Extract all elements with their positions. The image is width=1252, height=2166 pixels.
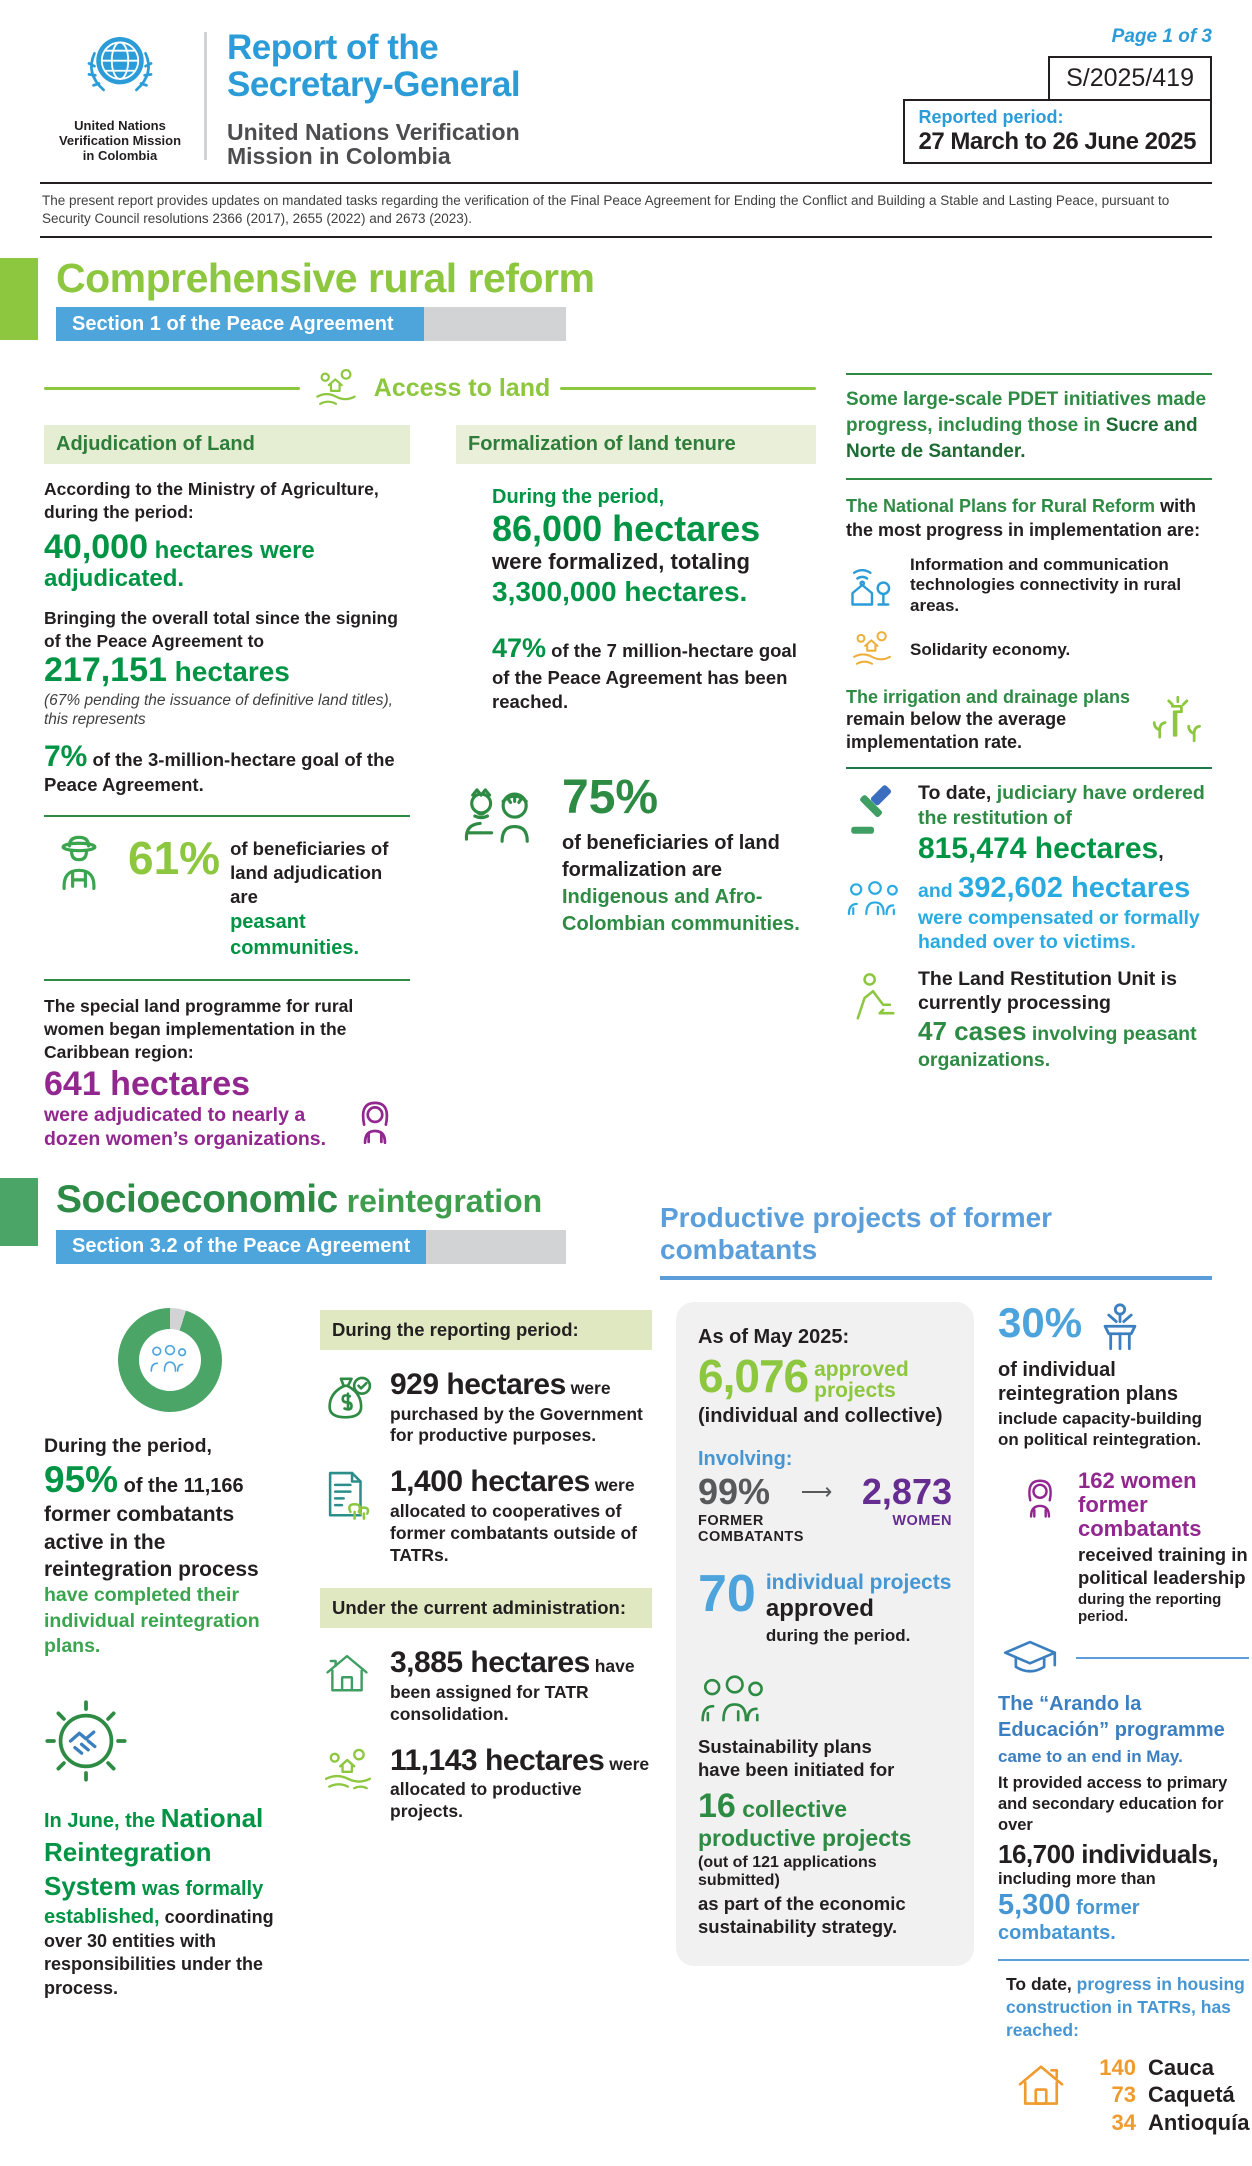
women-label: WOMEN	[892, 1513, 952, 1530]
house-icon	[320, 1644, 378, 1725]
header-divider	[204, 32, 207, 160]
house-orange-icon	[1012, 2054, 1072, 2137]
access-line-right	[560, 387, 816, 390]
adjudication-column	[44, 425, 410, 1152]
arando-detail: It provided access to primary and secondary education for over	[998, 1774, 1228, 1834]
individual-collective-label: (individual and collective)	[698, 1405, 943, 1428]
former-combatants-women-stat: 99% ⟶ 2,873	[698, 1471, 952, 1513]
adjudication-stat-3: 7% of the 3-million-hectare goal of the Peace Agreement.	[44, 740, 395, 795]
seventy-five-percent: 75%	[562, 770, 659, 824]
approved-projects-card	[676, 1302, 974, 1966]
stat-3885: 3,885 hectares have been assigned for TATR consolidation.	[320, 1644, 652, 1725]
involving-label: Involving:	[698, 1448, 793, 1471]
lru-cases: 47 cases	[918, 1016, 1027, 1047]
money-bag-icon	[320, 1366, 378, 1447]
formalization-mid: were formalized, totaling	[492, 548, 750, 574]
land-worker-icon	[846, 967, 904, 1073]
section-accent-block	[0, 1178, 38, 1246]
stat-929: 929 hectares were purchased by the Government for productive purposes.	[320, 1366, 652, 1447]
plan-item-solidarity: Solidarity economy.	[846, 628, 1212, 672]
report-header	[0, 0, 1252, 174]
reporting-period-bar: During the reporting period:	[320, 1310, 652, 1350]
sustainability-people-icon	[698, 1675, 772, 1727]
gavel-icon	[846, 781, 904, 867]
national-plans-paragraph: The National Plans for Rural Reform with the most progress in implementation are:	[846, 496, 1201, 541]
thirty-percent-stat: 30%	[998, 1302, 1249, 1358]
women-training-period: during the reporting period.	[1078, 1591, 1222, 1626]
plan-item-ict: Information and communication technologies connectivity in rural areas.	[846, 555, 1212, 616]
productive-projects-heading: Productive projects of former combatants	[660, 1202, 1212, 1280]
farm-field-icon	[320, 1742, 378, 1823]
sustainability-stat: 16 collective productive projects	[698, 1787, 912, 1852]
former-combatants-5300-stat: 5,300 former combatants.	[998, 1889, 1140, 1945]
beneficiaries-text: of beneficiaries of land adjudication are peasant communities.	[230, 837, 389, 960]
formalization-75-stat	[456, 770, 816, 938]
former-combatants-label: FORMER COMBATANTS	[698, 1513, 804, 1546]
adjudication-total-intro: Bringing the overall total since the signing of the Peace Agreement to	[44, 608, 398, 652]
victims-stat: and 392,602 hectares were compensated or formally handed over to victims.	[846, 870, 1212, 955]
political-reintegration-column	[998, 1299, 1250, 2136]
rural-right-column	[846, 355, 1212, 1152]
divider	[998, 1959, 1249, 1961]
divider	[44, 815, 410, 817]
woman-icon	[346, 1090, 410, 1152]
current-administration-bar: Under the current administration:	[320, 1588, 652, 1628]
logo-caption: United Nations Verification Mission in Colombia	[58, 118, 182, 163]
reported-period-value: 27 March to 26 June 2025	[918, 128, 1196, 155]
socio-section-head	[0, 1178, 660, 1264]
beneficiaries-percent: 61%	[128, 831, 221, 884]
housing-row: 73 Caquetá	[1111, 2082, 1235, 2108]
arando-paragraph: The “Arando la Educación” programme came to an end in May.	[998, 1693, 1225, 1767]
ninety-five-stat: 95% of the 11,166 former combatants active in the reintegration process have completed their individual reintegration plans.	[44, 1459, 260, 1658]
adjudication-note: (67% pending the issuance of definitive land titles), this represents	[44, 691, 393, 728]
un-emblem-icon	[72, 97, 168, 114]
farm-icon	[310, 365, 364, 411]
sustainability-tail: as part of the economic sustainability strategy.	[698, 1892, 906, 1937]
seventy-projects-stat: 70 individual projects approved during the period.	[698, 1565, 952, 1645]
pdet-paragraph: Some large-scale PDET initiatives made progress, including those in Sucre and Norte de Santander.	[846, 389, 1207, 462]
page-indicator: Page 1 of 3	[1111, 26, 1212, 47]
approved-projects-card-column	[676, 1302, 974, 2136]
rural-women-intro: The special land programme for rural women began implementation in the Caribbean region:	[44, 996, 354, 1062]
access-to-land-title: Access to land	[373, 373, 551, 402]
solidarity-economy-icon	[846, 628, 898, 672]
un-logo-block	[56, 26, 184, 164]
thirty-percent-text: include capacity-building on political reintegration.	[998, 1409, 1203, 1450]
victims-people-icon	[846, 870, 904, 955]
housing-row: 34 Antioquía	[1111, 2109, 1250, 2135]
divider	[846, 767, 1212, 769]
divider	[846, 478, 1212, 480]
thirty-percent-bold: of individual reintegration plans	[998, 1359, 1179, 1406]
divider	[44, 979, 410, 981]
adjudication-heading: Adjudication of Land	[44, 425, 410, 464]
sustainability-intro: Sustainability plans have been initiated for	[698, 1735, 895, 1781]
formalization-number-2: 3,300,000 hectares.	[492, 576, 748, 608]
ict-connectivity-icon	[846, 559, 898, 611]
restitution-hectares: 815,474 hectares	[918, 832, 1159, 866]
stat-1400: 1,400 hectares were allocated to cooperatives of former combatants outside of TATRs.	[320, 1463, 652, 1566]
podium-speaker-icon	[1090, 1302, 1154, 1358]
divider	[846, 373, 1212, 375]
socio-title: Socioeconomic reintegration	[56, 1177, 543, 1221]
adjudication-stat-1: 40,000 hectares were adjudicated.	[44, 527, 315, 593]
adjudication-intro: According to the Ministry of Agriculture, during the period:	[44, 479, 379, 522]
hectares-column	[320, 1302, 652, 2136]
judiciary-stat: To date, judiciary have ordered the restitution of 815,474 hectares,	[846, 781, 1212, 867]
as-of-label: As of May 2025:	[698, 1326, 850, 1349]
title-block	[227, 26, 520, 168]
section-tag: Section 1 of the Peace Agreement	[56, 307, 424, 341]
national-reintegration-paragraph: In June, the National Reintegration System was formally established, coordinating over 30 entities with responsibilities under the process.	[44, 1803, 274, 1998]
rural-women-text: were adjudicated to nearly a dozen women’s organizations.	[44, 1103, 327, 1151]
reintegration-progress-column	[44, 1302, 296, 2136]
beneficiaries-stat	[44, 831, 410, 961]
formalization-heading: Formalization of land tenure	[456, 425, 816, 464]
section-tag-row	[56, 1230, 660, 1264]
rural-reform-body	[0, 341, 1252, 1152]
access-line-left	[44, 387, 300, 390]
gear-handshake-icon	[44, 1699, 130, 1788]
section-tag-extension	[426, 1230, 566, 1264]
rural-reform-title: Comprehensive rural reform	[56, 255, 595, 302]
farmer-icon	[44, 831, 118, 899]
section-tag-extension	[424, 307, 566, 341]
report-subtitle: United Nations Verification Mission in Colombia	[227, 118, 520, 169]
women-training-number: 162 women former combatants	[1078, 1467, 1202, 1541]
section-tag-row	[56, 307, 1252, 341]
arrow-right-icon: ⟶	[800, 1479, 832, 1505]
formalization-column	[456, 425, 816, 1152]
people-group-icon	[139, 1329, 201, 1391]
irrigation-paragraph: The irrigation and drainage plans remain below the average implementation rate.	[846, 686, 1212, 754]
socio-body	[0, 1280, 1252, 2166]
irrigation-icon	[1146, 686, 1212, 748]
access-to-land-heading-row	[44, 365, 816, 411]
compensated-hectares: 392,602 hectares	[958, 871, 1191, 904]
adjudication-stat-2: 217,151 hectares	[44, 650, 290, 689]
header-meta	[903, 26, 1212, 164]
rural-women-stat	[44, 1063, 410, 1151]
indigenous-people-icon	[456, 774, 548, 938]
formalization-intro: During the period,	[492, 486, 665, 509]
document-icon	[320, 1463, 378, 1566]
reported-period-label: Reported period:	[918, 107, 1064, 127]
period-intro: During the period,	[44, 1435, 212, 1458]
housing-row: 140 Cauca	[1099, 2054, 1215, 2080]
rural-women-number: 641 hectares	[44, 1065, 251, 1104]
donut-chart-95	[118, 1308, 222, 1412]
divider	[1076, 1657, 1249, 1659]
section-accent-block	[0, 258, 38, 340]
graduation-cap-icon	[998, 1635, 1062, 1681]
housing-paragraph: To date, progress in housing construction in TATRs, has reached:	[1006, 1974, 1245, 2040]
education-divider-row	[998, 1635, 1249, 1681]
women-training-text: received training in political leadership	[1078, 1544, 1248, 1589]
formalization-47-stat: 47% of the 7 million-hectare goal of the Peace Agreement has been reached.	[492, 632, 797, 712]
report-abstract: The present report provides updates on mandated tasks regarding the verification of the Final Peace Agreement for Ending the Conflict and Building a Stable and Lasting Peace, pursuant to Security Council resolutions 2366 (2017), 2655 (2022) and 2673 (2023).	[40, 182, 1212, 238]
report-title: Report of the Secretary-General	[227, 28, 521, 104]
reported-period-box	[903, 99, 1212, 164]
approved-projects-stat: 6,076 approved projects	[698, 1350, 909, 1403]
applications-note: (out of 121 applications submitted)	[698, 1853, 877, 1889]
stat-11143: 11,143 hectares were allocated to productive projects.	[320, 1742, 652, 1823]
section-tag: Section 3.2 of the Peace Agreement	[56, 1230, 426, 1264]
document-code: S/2025/419	[1048, 56, 1212, 101]
individuals-stat: 16,700 individuals, including more than	[998, 1839, 1219, 1889]
formalization-number-1: 86,000 hectares	[492, 508, 761, 550]
housing-stats	[998, 2054, 1249, 2137]
seventy-five-text: of beneficiaries of land formalization are Indigenous and Afro-Colombian communities.	[562, 831, 800, 935]
rural-reform-section-head	[0, 255, 1252, 341]
land-restitution-unit-stat: The Land Restitution Unit is currently processing 47 cases involving peasant organizations.	[846, 967, 1212, 1073]
